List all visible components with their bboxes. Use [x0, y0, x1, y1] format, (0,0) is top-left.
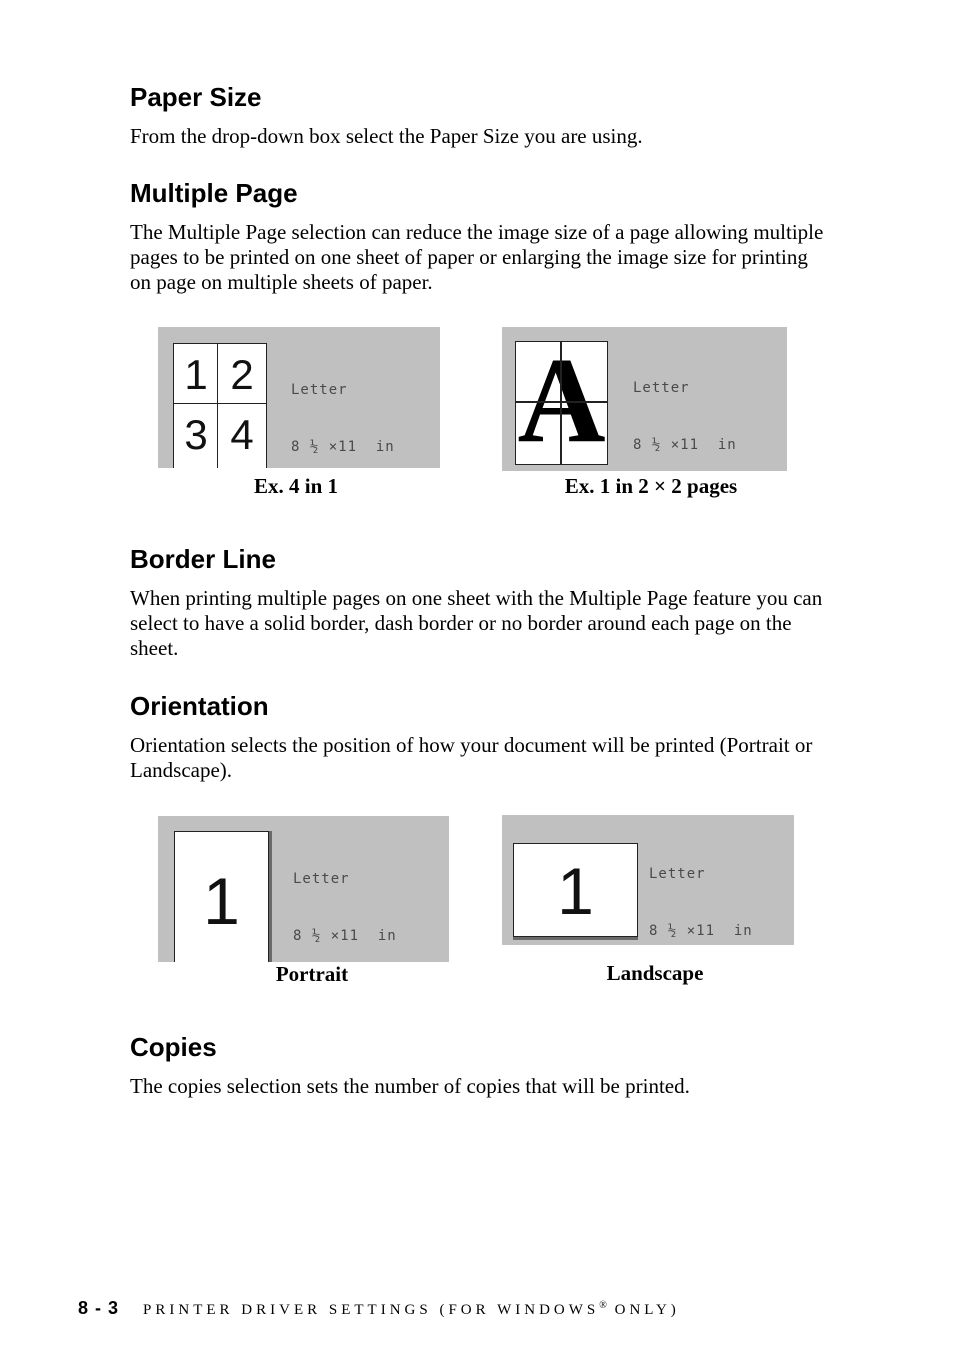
paper-dimensions: 8 ½ ×11 in — [293, 928, 397, 944]
border-line-text: When printing multiple pages on one sheet with the Multiple Page feature you can select to have a solid border, dash border or no border around each page on the sheet. — [130, 586, 823, 660]
paper-name: Letter — [293, 871, 350, 887]
heading-copies: Copies — [130, 1032, 217, 1062]
portrait-page: 1 — [174, 831, 269, 962]
page-cell-1: 1 — [173, 343, 219, 405]
paper-info — [291, 343, 395, 468]
figure-4-in-1 — [158, 327, 440, 468]
paper-info — [649, 827, 753, 945]
page-footer — [78, 1298, 680, 1319]
page-number: 8 - 3 — [78, 1298, 120, 1318]
multiple-page-text: The Multiple Page selection can reduce the image size of a page allowing multiple pages to be printed on one sheet of paper or enlarging the image size for printing on page on multiple sheets of paper. — [130, 220, 824, 294]
caption-portrait: Portrait — [275, 962, 349, 986]
paper-name: Letter — [633, 380, 690, 396]
page-cell-4: 4 — [217, 403, 267, 468]
split-line-horizontal — [515, 401, 608, 403]
heading-border-line: Border Line — [130, 544, 276, 574]
paper-dimensions: 8 ½ ×11 in — [649, 923, 753, 939]
heading-orientation: Orientation — [130, 691, 269, 721]
paper-size-text: From the drop-down box select the Paper Size you are using. — [130, 124, 643, 148]
paper-name: Letter — [291, 382, 348, 398]
copies-text: The copies selection sets the number of copies that will be printed. — [130, 1074, 690, 1098]
paper-info — [293, 832, 397, 962]
page-cell-3: 3 — [173, 403, 219, 468]
landscape-page: 1 — [513, 843, 638, 937]
heading-paper-size: Paper Size — [130, 82, 262, 112]
orientation-text: Orientation selects the position of how your document will be printed (Portrait or Landscape). — [130, 733, 813, 782]
caption-landscape: Landscape — [606, 961, 704, 985]
split-line-vertical — [560, 341, 562, 465]
footer-title: PRINTER DRIVER SETTINGS (FOR WINDOWS — [143, 1302, 600, 1318]
caption-4-in-1: Ex. 4 in 1 — [253, 474, 339, 498]
caption-1-in-2x2: Ex. 1 in 2 × 2 pages — [564, 474, 738, 498]
paper-dimensions: 8 ½ ×11 in — [291, 439, 395, 455]
paper-name: Letter — [649, 866, 706, 882]
figure-1-in-2x2 — [502, 327, 787, 471]
registered-mark: ® — [599, 1300, 607, 1311]
page-cell-2: 2 — [217, 343, 267, 405]
figure-portrait — [158, 816, 449, 962]
paper-info — [633, 341, 737, 471]
footer-title-end: ONLY) — [606, 1302, 680, 1318]
paper-dimensions: 8 ½ ×11 in — [633, 437, 737, 453]
heading-multiple-page: Multiple Page — [130, 178, 298, 208]
figure-landscape — [502, 815, 794, 945]
